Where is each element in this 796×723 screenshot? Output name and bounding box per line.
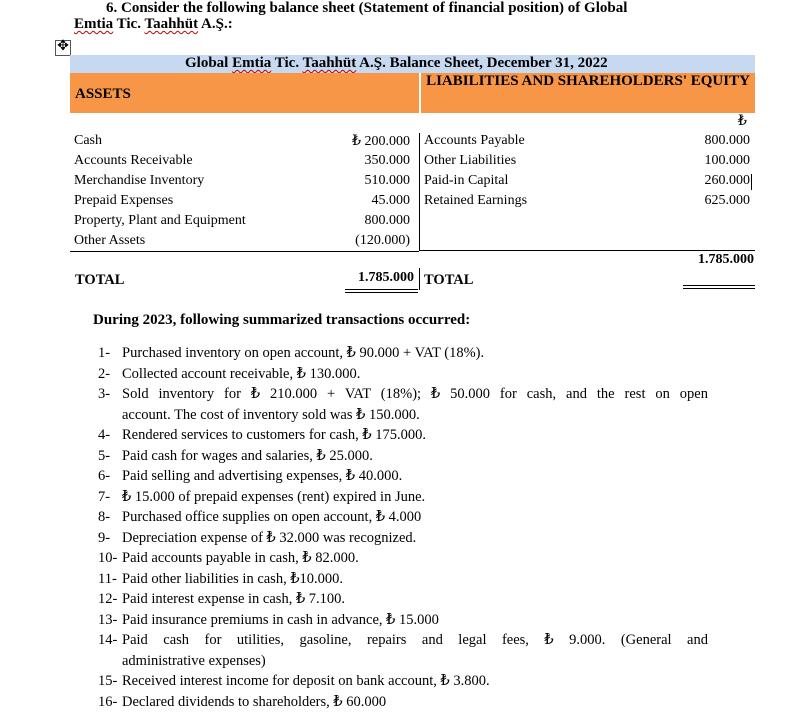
question-line-1: 6. Consider the following balance sheet (Statement of financial position) of Global bbox=[106, 0, 628, 16]
asset-amount: (120.000) bbox=[355, 233, 410, 248]
list-item: 14- Paid cash for utilities, gasoline, repairs and legal fees, ₺ 9.000. (General and administrative expenses) bbox=[98, 632, 708, 669]
liability-label: Retained Earnings bbox=[424, 193, 528, 208]
currency-symbol: ₺ bbox=[738, 114, 747, 129]
list-item: 16- Declared dividends to shareholders, ₺ 60.000 bbox=[98, 693, 387, 710]
assets-total-underline-2 bbox=[345, 292, 418, 293]
text-cursor bbox=[751, 174, 752, 190]
asset-amount: 45.000 bbox=[371, 193, 410, 208]
liability-label: Accounts Payable bbox=[424, 133, 525, 148]
asset-amount: ₺ 200.000 bbox=[352, 134, 410, 149]
liability-amount: 100.000 bbox=[704, 153, 750, 168]
liability-label: Paid-in Capital bbox=[424, 173, 509, 188]
company-word-as: A.Ş.: bbox=[201, 16, 233, 32]
list-item: 5- Paid cash for wages and salaries, ₺ 25.000. bbox=[98, 447, 373, 464]
liability-label: Other Liabilities bbox=[424, 153, 517, 168]
liability-amount: 800.000 bbox=[704, 133, 750, 148]
list-item: 3- Sold inventory for ₺ 210.000 + VAT (18%); ₺ 50.000 for cash, and the rest on open account. The cost of inventory sold was ₺ 150.000. bbox=[98, 386, 708, 423]
asset-label: Property, Plant and Equipment bbox=[74, 213, 246, 228]
asset-label: Other Assets bbox=[74, 233, 146, 248]
transactions-list bbox=[98, 343, 708, 712]
list-item: 6- Paid selling and advertising expenses, ₺ 40.000. bbox=[98, 468, 403, 484]
list-item: 10- Paid accounts payable in cash, ₺ 82.000. bbox=[98, 550, 359, 566]
total-divider bbox=[419, 268, 420, 290]
liabilities-total-amount: 1.785.000 bbox=[698, 252, 754, 267]
assets-total-label: TOTAL bbox=[75, 272, 125, 288]
asset-amount: 350.000 bbox=[364, 153, 410, 168]
list-item: 13- Paid insurance premiums in cash in advance, ₺ 15.000 bbox=[98, 611, 439, 628]
company-word-emtia: Emtia bbox=[74, 16, 114, 32]
list-item: 9- Depreciation expense of ₺ 32.000 was recognized. bbox=[98, 529, 417, 546]
liabilities-total-label: TOTAL bbox=[424, 272, 474, 288]
liab-total-underline-1 bbox=[683, 285, 755, 286]
list-item: 1- Purchased inventory on open account, ₺ 90.000 + VAT (18%). bbox=[98, 345, 485, 361]
list-item: 12- Paid interest expense in cash, ₺ 7.100. bbox=[98, 591, 346, 607]
list-item: 15- Received interest income for deposit on bank account, ₺ 3.800. bbox=[98, 673, 490, 689]
list-item: 8- Purchased office supplies on open account, ₺ 4.000 bbox=[98, 509, 422, 525]
assets-header: ASSETS bbox=[75, 86, 131, 102]
liabilities-header: LIABILITIES AND SHAREHOLDERS' EQUITY bbox=[426, 73, 750, 89]
assets-rule bbox=[70, 251, 419, 252]
assets-total-underline-1 bbox=[345, 289, 418, 290]
liability-amount[interactable]: 260.000 bbox=[704, 173, 750, 188]
question-line-2 bbox=[74, 16, 233, 33]
asset-label: Merchandise Inventory bbox=[74, 173, 205, 188]
transactions-intro: During 2023, following summarized transactions occurred: bbox=[93, 312, 471, 328]
company-word-tic: Tic. bbox=[116, 16, 141, 32]
assets-total-amount: 1.785.000 bbox=[358, 270, 414, 285]
company-word-taahhut: Taahhüt bbox=[144, 16, 199, 32]
table-move-handle-icon[interactable]: ✥ bbox=[55, 40, 71, 56]
list-item: 7- ₺ 15.000 of prepaid expenses (rent) expired in June. bbox=[98, 488, 426, 505]
table-title: Global Emtia Tic. Taahhüt A.Ş. Balance Sheet, December 31, 2022 bbox=[185, 55, 608, 71]
liab-total-underline-2 bbox=[683, 288, 755, 289]
asset-amount: 510.000 bbox=[364, 173, 410, 188]
list-item: 4- Rendered services to customers for cash, ₺ 175.000. bbox=[98, 427, 426, 443]
liability-amount: 625.000 bbox=[704, 193, 750, 208]
asset-label: Prepaid Expenses bbox=[74, 193, 174, 208]
list-item: 11- Paid other liabilities in cash, ₺10.000. bbox=[98, 570, 344, 587]
asset-label: Cash bbox=[74, 133, 102, 148]
asset-label: Accounts Receivable bbox=[74, 153, 193, 168]
liabilities-rule bbox=[419, 250, 755, 251]
asset-amount: 800.000 bbox=[364, 213, 410, 228]
table-divider-vertical bbox=[419, 133, 420, 251]
list-item: 2- Collected account receivable, ₺ 130.000. bbox=[98, 365, 361, 382]
